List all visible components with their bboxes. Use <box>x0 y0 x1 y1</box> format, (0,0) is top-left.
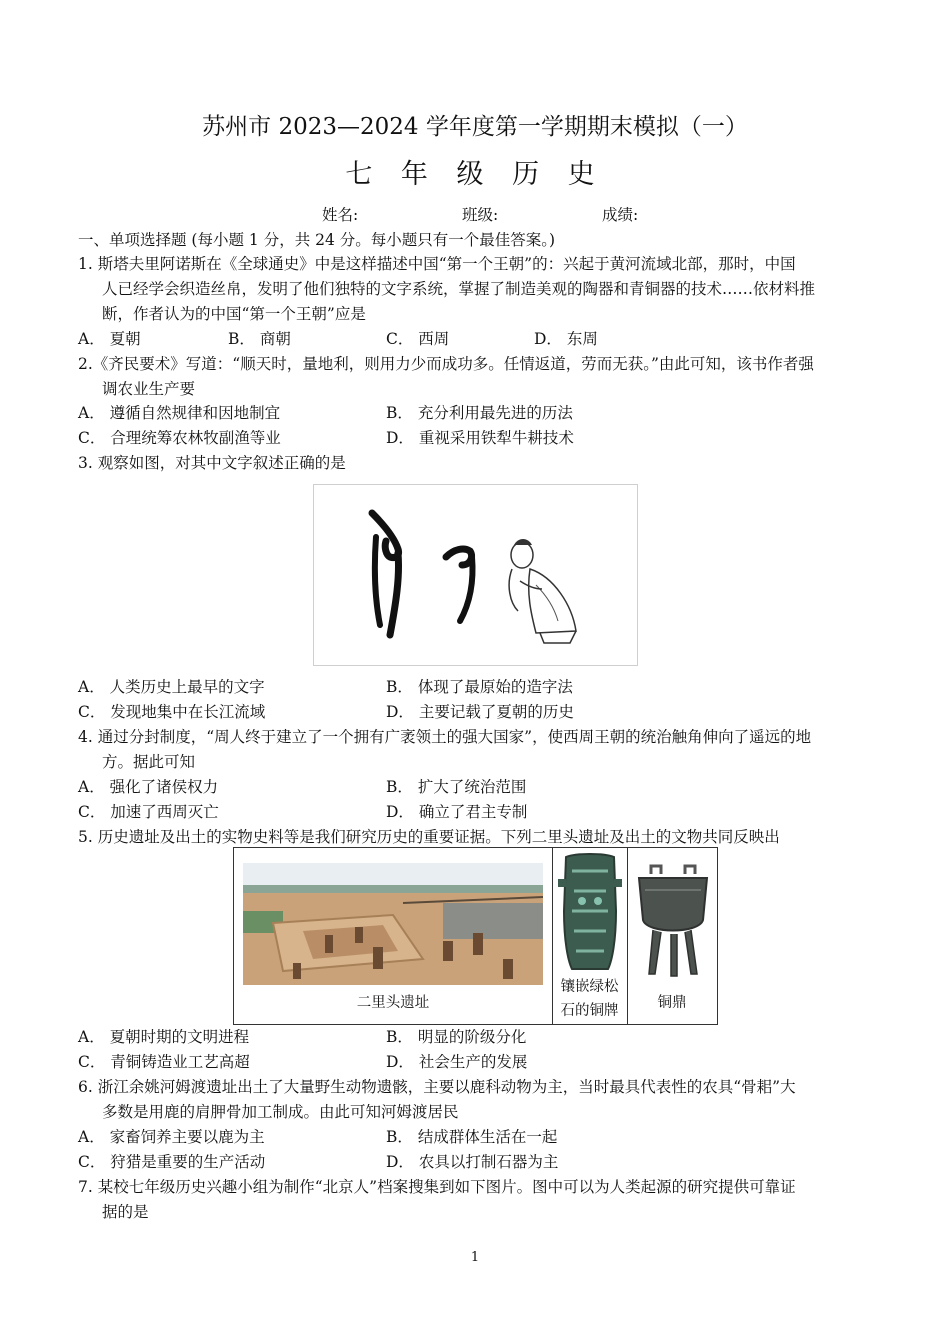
q2-stem-line2: 调农业生产要 <box>102 380 196 398</box>
q3-option-d: D． 主要记载了夏朝的历史 <box>386 703 574 721</box>
q1-stem-line2: 人已经学会织造丝帛，发明了他们独特的文字系统，掌握了制造美观的陶器和青铜器的技术……依材料推 <box>102 280 816 298</box>
q4-option-c: C． 加速了西周灭亡 <box>78 803 219 821</box>
q4-stem-line1: 4. 通过分封制度，“周人终于建立了一个拥有广袤领土的强大国家”，使西周王朝的统治触角伸向了遥远的地 <box>78 728 812 746</box>
q1-option-c: C． 西周 <box>386 330 450 348</box>
q5-option-a: A． 夏朝时期的文明进程 <box>78 1028 250 1046</box>
caption-erlitou-site: 二里头遗址 <box>356 995 430 1011</box>
q4-stem-line2: 方。据此可知 <box>102 753 196 771</box>
caption-plaque-line2: 石的铜牌 <box>560 1003 619 1019</box>
q3-option-b: B． 体现了最原始的造字法 <box>386 678 573 696</box>
erlitou-site-photo <box>243 863 543 985</box>
score-label: 成绩: <box>602 206 639 224</box>
erlitou-figure-table <box>233 847 718 1025</box>
q2-option-d: D． 重视采用铁犁牛耕技术 <box>386 429 574 447</box>
q2-option-a: A． 遵循自然规律和因地制宜 <box>78 404 281 422</box>
section-heading: 一、单项选择题 (每小题 1 分，共 24 分。每小题只有一个最佳答案。) <box>78 231 556 249</box>
page-number: 1 <box>470 1250 480 1265</box>
q5-option-b: B． 明显的阶级分化 <box>386 1028 527 1046</box>
page-title: 苏州市 2023—2024 学年度第一学期期末模拟（一） <box>202 114 748 140</box>
q6-stem-line1: 6. 浙江余姚河姆渡遗址出土了大量野生动物遗骸，主要以鹿科动物为主，当时最具代表性的农具“骨耜”大 <box>78 1078 796 1096</box>
q3-option-a: A． 人类历史上最早的文字 <box>78 678 265 696</box>
caption-plaque-line1: 镶嵌绿松 <box>560 979 619 995</box>
q6-option-c: C． 狩猎是重要的生产活动 <box>78 1153 266 1171</box>
q5-option-c: C． 青铜铸造业工艺高超 <box>78 1053 250 1071</box>
q5-option-d: D． 社会生产的发展 <box>386 1053 528 1071</box>
oracle-bone-glyphs-image <box>314 485 637 665</box>
oracle-bone-figure <box>313 484 638 666</box>
q3-option-c: C． 发现地集中在长江流域 <box>78 703 266 721</box>
turquoise-bronze-plaque-photo <box>556 851 624 973</box>
bronze-ding-photo <box>631 862 715 980</box>
q6-option-a: A． 家畜饲养主要以鹿为主 <box>78 1128 265 1146</box>
q4-option-b: B． 扩大了统治范围 <box>386 778 527 796</box>
q2-stem-line1: 2.《齐民要术》写道：“顺天时，量地利，则用力少而成功多。任情返道，劳而无获。”由此可知，该书作者强 <box>78 355 814 373</box>
q4-option-a: A． 强化了诸侯权力 <box>78 778 219 796</box>
q5-stem-line1: 5. 历史遗址及出土的实物史料等是我们研究历史的重要证据。下列二里头遗址及出土的文物共同反映出 <box>78 828 780 846</box>
class-label: 班级: <box>462 206 499 224</box>
q1-stem-line3: 断，作者认为的中国“第一个王朝”应是 <box>102 305 366 323</box>
caption-ding: 铜鼎 <box>657 995 687 1011</box>
page-subtitle: 七 年 级 历 史 <box>345 159 605 190</box>
q1-option-b: B． 商朝 <box>228 330 291 348</box>
q1-option-a: A． 夏朝 <box>78 330 141 348</box>
name-label: 姓名: <box>322 206 359 224</box>
q2-option-b: B． 充分利用最先进的历法 <box>386 404 573 422</box>
q7-stem-line2: 据的是 <box>102 1203 149 1221</box>
q4-option-d: D． 确立了君主专制 <box>386 803 528 821</box>
q2-option-c: C． 合理统筹农林牧副渔等业 <box>78 429 281 447</box>
q6-option-b: B． 结成群体生活在一起 <box>386 1128 558 1146</box>
q6-stem-line2: 多数是用鹿的肩胛骨加工制成。由此可知河姆渡居民 <box>102 1103 459 1121</box>
q6-option-d: D． 农具以打制石器为主 <box>386 1153 559 1171</box>
q1-option-d: D． 东周 <box>534 330 598 348</box>
q7-stem-line1: 7. 某校七年级历史兴趣小组为制作“北京人”档案搜集到如下图片。图中可以为人类起源的研究提供可靠证 <box>78 1178 796 1196</box>
q1-stem-line1: 1. 斯塔夫里阿诺斯在《全球通史》中是这样描述中国“第一个王朝”的：兴起于黄河流域北部，那时，中国 <box>78 255 796 273</box>
q3-stem-line1: 3. 观察如图，对其中文字叙述正确的是 <box>78 454 346 472</box>
